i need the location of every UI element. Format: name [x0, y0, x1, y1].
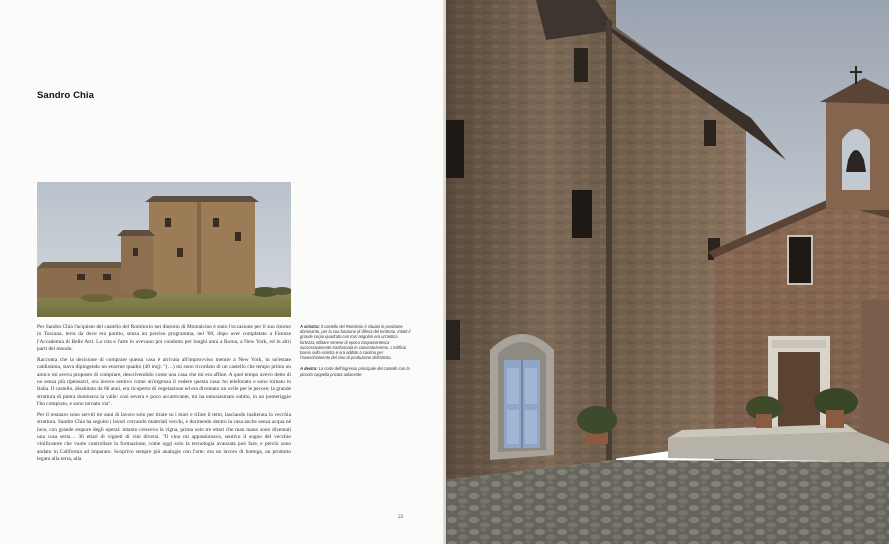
castle-courtyard-photo [446, 0, 889, 544]
article-title: Sandro Chia [37, 90, 95, 101]
castle-exterior-illustration [37, 182, 291, 317]
caption-lead: A sinistra: [300, 324, 320, 329]
caption-text: La corte dell'ingresso principale del castello con la piccola cappella privata adiacente. [300, 366, 410, 377]
body-paragraph: Racconta che la decisione di comprare questa casa è arrivata all'improvviso mentre a New York, in un'estate caldissima, stava dipingendo un enorme quadro (40 mq): "(…) mi sono ricordato di un castello che tempo prima un amico mi aveva proposto di comprare, descrivendolo come una casa che mi era affine. A quel tempo avevo detto di no senza più ripensarci, ora invece sentivo come un'urgenza il vedere questa casa: ho telefonato e sono tornato in Italia. Il castello, disabitato da 60 anni, era ricoperto di vegetazione ed era diventato un ovile per le pecore; la grande struttura di pietra dominava la valle: così severa e poco accattivante, mi ha entusiasmato subito, in un pomeriggio l'ho comprato, e sono tornato via". [37, 356, 291, 408]
article-body [37, 324, 291, 467]
castle-exterior-photo [37, 182, 291, 317]
caption-right [300, 366, 412, 376]
castle-courtyard-illustration [446, 0, 889, 544]
body-paragraph: Per il restauro sono serviti tre anni di lavoro solo per tirare su i muri e rifare il tetto, lasciando inalterata la vecchia struttura. Sandro Chia ha seguito i lavori cercando materiali vecchi, e dormendo dentro la casa anche senza acqua né luce, con grande stupore degli operai: intanto cresceva la vigna, prima solo tre ettari che man mano sono diventati una cosa seria… 36 ettari di vigneti di vini diversi. "Il vino mi appassionava, sentivo il sogno del vecchio vinificatore che vuole controllare la formazione, come oggi solo la tecnologia avanzata può fare, e perciò sono andato in California ad imparare. Scoprivo sempre più analogie con l'arte: era un lavoro di bottega, un prodotto legato alla terra, alla [37, 411, 291, 463]
caption-left [300, 324, 412, 360]
caption-text: Il castello del Romitorio è situato in posizione dominante, per la sua funzione di difesa del territorio. Infatti il grande corpo quadrato con torri angolari era un'antica fortezza militare senese di epoca cinquecentesca successivamente trasformata in convento/eremo. L'edificio basso sulla sinistra è ora adibito a cantina per l'invecchiamento del vino di produzione dell'artista. [300, 324, 411, 361]
body-paragraph: Per Sandro Chia l'acquisto del castello del Romitorio nei dintorni di Montalcino è stato l'occasione per il suo ritorno in Toscana, terra da dove era partito, senza un preciso programma, nel '68, dopo aver completato a Firenze l'Accademia di Belle Arti. La vita e l'arte lo avevano poi condotto per lunghi anni a Roma, a New York, ed in altri parti del mondo. [37, 324, 291, 353]
page-number: 22 [398, 514, 404, 520]
caption-lead: A destra: [300, 366, 318, 372]
photo-captions [300, 324, 412, 383]
